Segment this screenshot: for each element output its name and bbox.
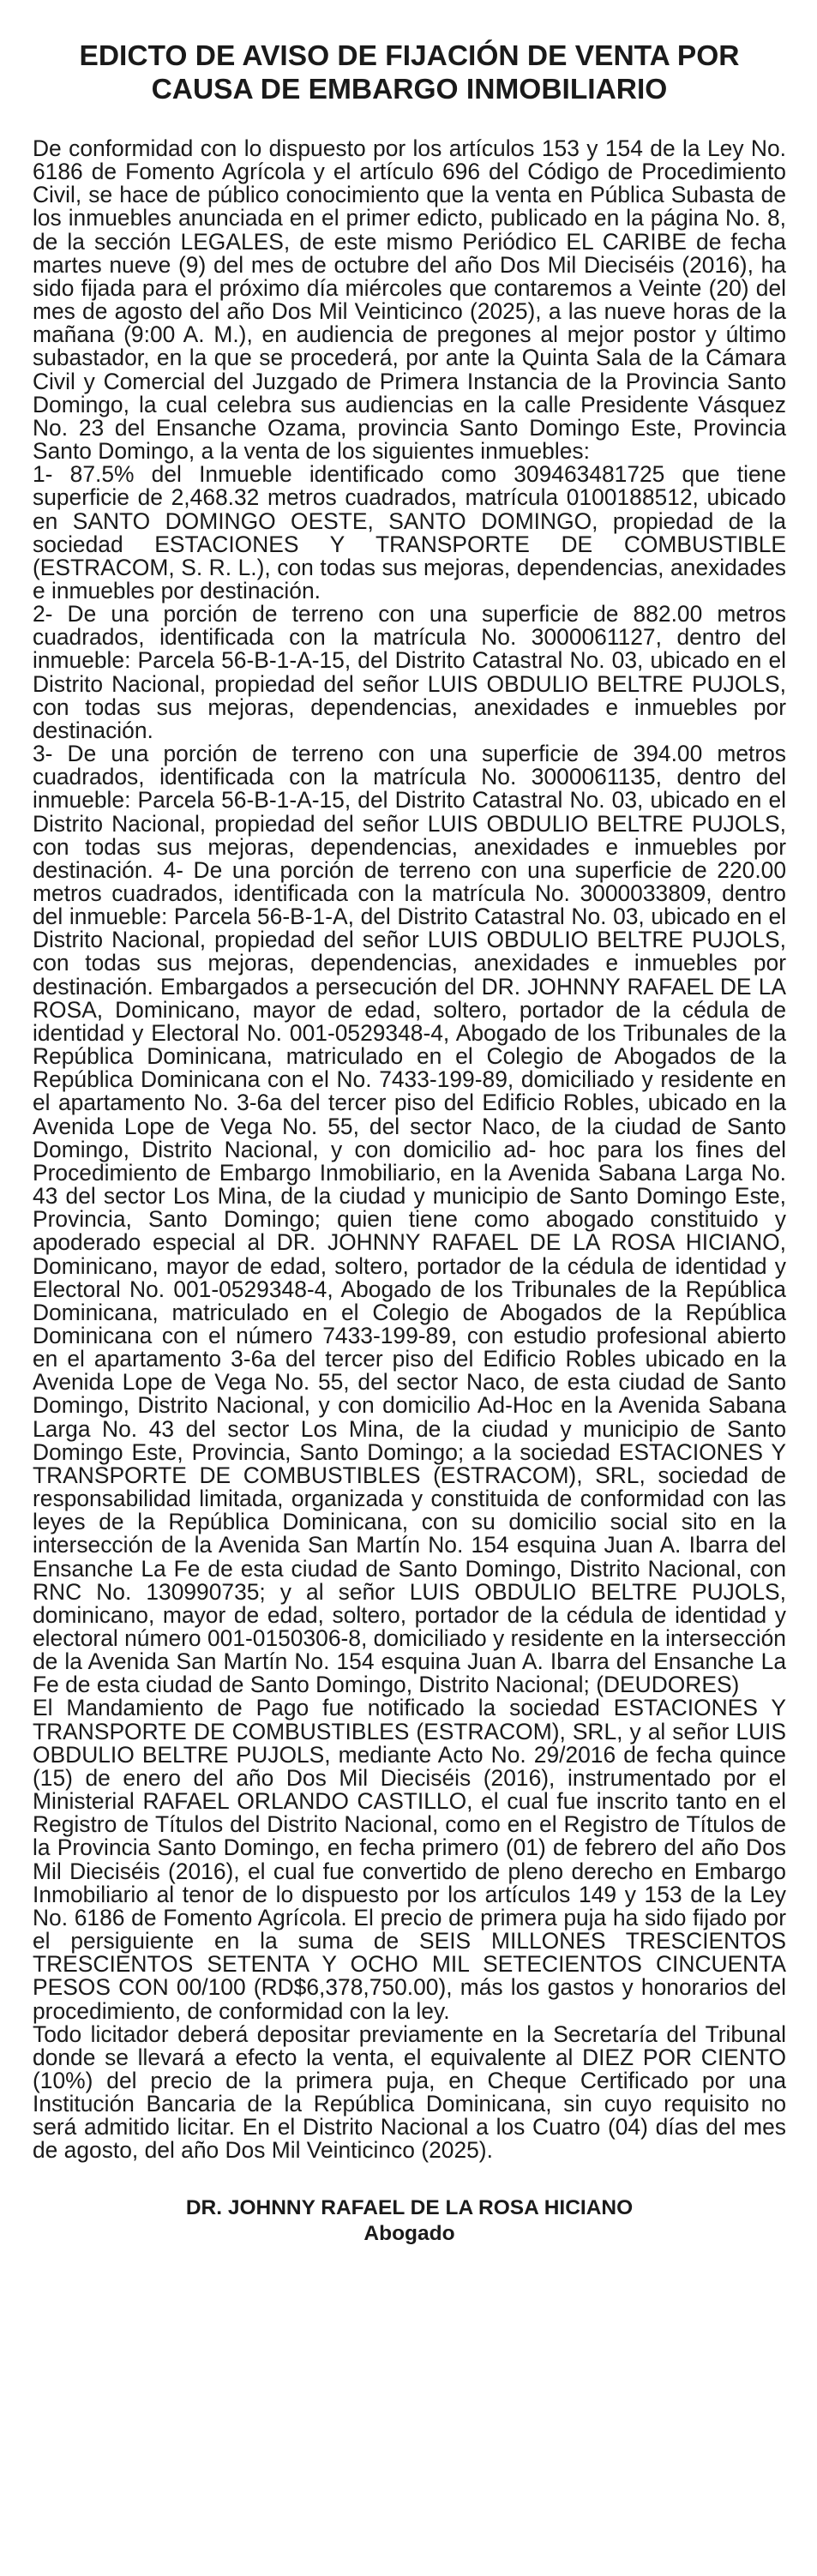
paragraph-property-1: 1- 87.5% del Inmueble identificado como 309463481725 que tiene superficie de 2,468.32 metros cuadrados, matrícula 0100188512, ubicado en SANTO DOMINGO OESTE, SANTO DOMINGO, propiedad de la sociedad ESTACIONES Y TRANSPORTE DE COMBUSTIBLE (ESTRACOM, S. R. L.), con todas sus mejoras, dependencias, anexidades e inmuebles por destinación. [33,461,786,603]
notice-title-line-2: CAUSA DE EMBARGO INMOBILIARIO [151,74,668,105]
signature-role: Abogado [363,2221,455,2245]
paragraph-property-2: 2- De una porción de terreno con una superficie de 882.00 metros cuadrados, identificada con la matrícula No. 3000061127, dentro del inmueble: Parcela 56-B-1-A-15, del Distrito Catastral No. 03, ubicado en el Distrito Nacional, propiedad del señor LUIS OBDULIO BELTRE PUJOLS, con todas sus mejoras, dependencias, anexidades e inmuebles por destinación. [33,601,786,743]
signature-name: DR. JOHNNY RAFAEL DE LA ROSA HICIANO [185,2195,634,2219]
paragraph-bidding-requirements: Todo licitador deberá depositar previamente en la Secretaría del Tribunal donde se llevará a efecto la venta, el equivalente al DIEZ POR CIENTO (10%) del precio de la primera puja, en Cheque Certificado por una Institución Bancaria de la República Dominicana, sin cuyo requisito no será admitido licitar. En el Distrito Nacional a los Cuatro (04) días del mes de agosto, del año Dos Mil Veinticinco (2025). [33,2021,786,2164]
paragraph-intro: De conformidad con lo dispuesto por los artículos 153 y 154 de la Ley No. 6186 de Fomento Agrícola y el artículo 696 del Código de Procedimiento Civil, se hace de público conocimiento que la venta en Pública Subasta de los inmuebles anunciada en el primer edicto, publicado en la página No. 8, de la sección LEGALES, de este mismo Periódico EL CARIBE de fecha martes nueve (9) del mes de octubre del año Dos Mil Dieciséis (2016), ha sido fijada para el próximo día miércoles que contaremos a Veinte (20) del mes de agosto del año Dos Mil Veinticinco (2025), a las nueve horas de la mañana (9:00 A. M.), en audiencia de pregones al mejor postor y último subastador, en la que se procederá, por ante la Quinta Sala de la Cámara Civil y Comercial del Juzgado de Primera Instancia de la Provincia Santo Domingo, la cual celebra sus audiencias en la calle Presidente Vásquez No. 23 del Ensanche Ozama, provincia Santo Domingo Este, Provincia Santo Domingo, a la venta de los siguientes inmuebles: [33,135,786,465]
notice-body [33,137,786,2163]
signature-block [33,2195,786,2247]
paragraph-payment-order: El Mandamiento de Pago fue notificado la sociedad ESTACIONES Y TRANSPORTE DE COMBUSTIBLES (ESTRACOM), SRL, y al señor LUIS OBDULIO BELTRE PUJOLS, mediante Acto No. 29/2016 de fecha quince (15) de enero del año Dos Mil Dieciséis (2016), instrumentado por el Ministerial RAFAEL ORLANDO CASTILLO, el cual fue inscrito tanto en el Registro de Títulos del Distrito Nacional, como en el Registro de Títulos de la Provincia Santo Domingo, en fecha primero (01) de febrero del año Dos Mil Dieciséis (2016), el cual fue convertido de pleno derecho en Embargo Inmobiliario al tenor de lo dispuesto por los artículos 149 y 153 de la Ley No. 6186 de Fomento Agrícola. El precio de primera puja ha sido fijado por el persiguiente en la suma de SEIS MILLONES TRESCIENTOS TRESCIENTOS SETENTA Y OCHO MIL SETECIENTOS CINCUENTA PESOS CON 00/100 (RD$6,378,750.00), más los gastos y honorarios del procedimiento, de conformidad con la ley. [33,1695,786,2024]
notice-title-line-1: EDICTO DE AVISO DE FIJACIÓN DE VENTA POR [79,40,740,72]
notice-title [33,39,786,106]
paragraph-property-3-4-parties: 3- De una porción de terreno con una superficie de 394.00 metros cuadrados, identificada con la matrícula No. 3000061135, dentro del inmueble: Parcela 56-B-1-A-15, del Distrito Catastral No. 03, ubicado en el Distrito Nacional, propiedad del señor LUIS OBDULIO BELTRE PUJOLS, con todas sus mejoras, dependencias, anexidades e inmuebles por destinación. 4- De una porción de terreno con una superficie de 220.00 metros cuadrados, identificada con la matrícula No. 3000033809, dentro del inmueble: Parcela 56-B-1-A, del Distrito Catastral No. 03, ubicado en el Distrito Nacional, propiedad del señor LUIS OBDULIO BELTRE PUJOLS, con todas sus mejoras, dependencias, anexidades e inmuebles por destinación. Embargados a persecución del DR. JOHNNY RAFAEL DE LA ROSA, Dominicano, mayor de edad, soltero, portador de la cédula de identidad y Electoral No. 001-0529348-4, Abogado de los Tribunales de la República Dominicana, matriculado en el Colegio de Abogados de la República Dominicana con el No. 7433-199-89, domiciliado y residente en el apartamento No. 3-6a del tercer piso del Edificio Robles, ubicado en la Avenida Lope de Vega No. 55, del sector Naco, de la ciudad de Santo Domingo, Distrito Nacional, y con domicilio ad- hoc para los fines del Procedimiento de Embargo Inmobiliario, en la Avenida Sabana Larga No. 43 del sector Los Mina, de la ciudad y municipio de Santo Domingo Este, Provincia, Santo Domingo; quien tiene como abogado constituido y apoderado especial al DR. JOHNNY RAFAEL DE LA ROSA HICIANO, Dominicano, mayor de edad, soltero, portador de la cédula de identidad y Electoral No. 001-0529348-4, Abogado de los Tribunales de la República Dominicana, matriculado en el Colegio de Abogados de la República Dominicana con el número 7433-199-89, con estudio profesional abierto en el apartamento 3-6a del tercer piso del Edificio Robles ubicado en la Avenida Lope de Vega No. 55, del sector Naco, de esta ciudad de Santo Domingo, Distrito Nacional, y con domicilio Ad-Hoc en la Avenida Sabana Larga No. 43 del sector Los Mina, de la ciudad y municipio de Santo Domingo Este, Provincia, Santo Domingo; a la sociedad ESTACIONES Y TRANSPORTE DE COMBUSTIBLES (ESTRACOM), SRL, sociedad de responsabilidad limitada, organizada y constituida de conformidad con las leyes de la República Dominicana, con su domicilio social sito en la intersección de la Avenida San Martín No. 154 esquina Juan A. Ibarra del Ensanche La Fe de esta ciudad de Santo Domingo, Distrito Nacional, con RNC No. 130990735; y al señor LUIS OBDULIO BELTRE PUJOLS, dominicano, mayor de edad, soltero, portador de la cédula de identidad y electoral número 001-0150306-8, domiciliado y residente en la intersección de la Avenida San Martín No. 154 esquina Juan A. Ibarra del Ensanche La Fe de esta ciudad de Santo Domingo, Distrito Nacional; (DEUDORES) [33,741,786,1698]
